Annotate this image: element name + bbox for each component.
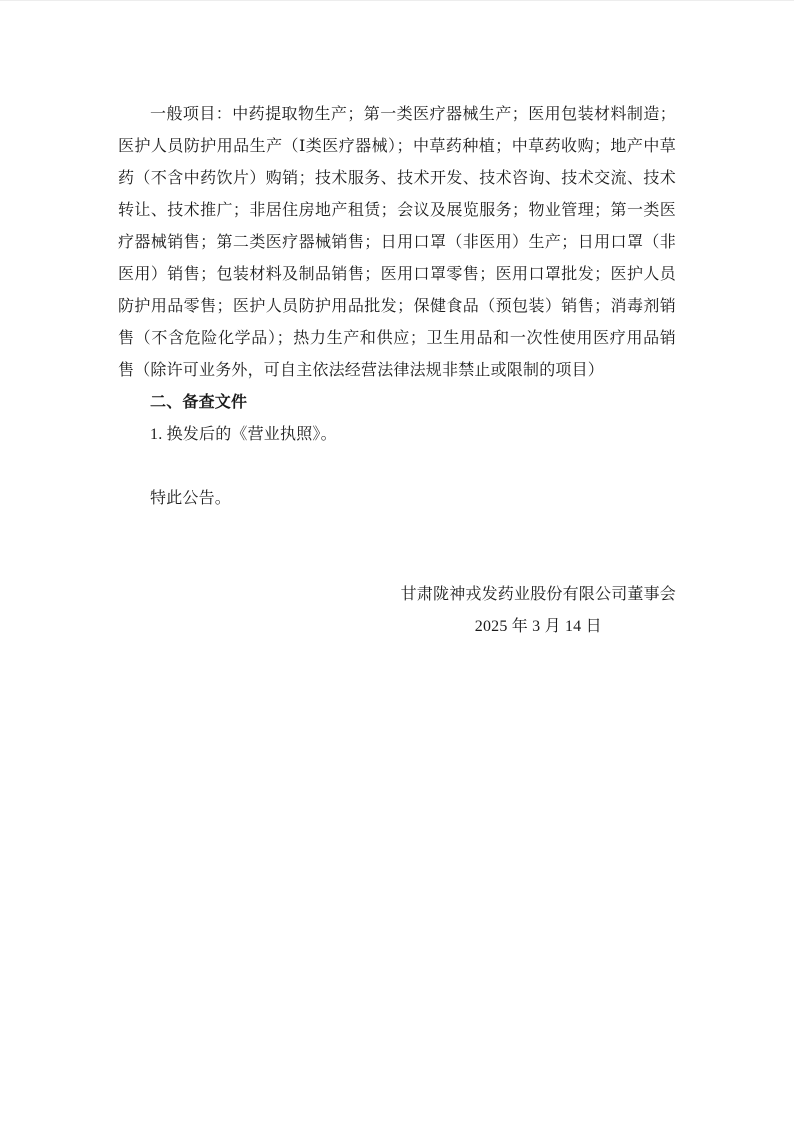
signature-block xyxy=(118,579,676,643)
business-scope-paragraph: 一般项目：中药提取物生产；第一类医疗器械生产；医用包装材料制造；医护人员防护用品生产（Ⅰ类医疗器械）；中草药种植；中草药收购；地产中草药（不含中药饮片）购销；技术服务、技术开发、技术咨询、技术交流、技术转让、技术推广；非居住房地产租赁；会议及展览服务；物业管理；第一类医疗器械销售；第二类医疗器械销售；日用口罩（非医用）生产；日用口罩（非医用）销售；包装材料及制品销售；医用口罩零售；医用口罩批发；医护人员防护用品零售；医护人员防护用品批发；保健食品（预包装）销售；消毒剂销售（不含危险化学品）；热力生产和供应；卫生用品和一次性使用医疗用品销售（除许可业务外，可自主依法经营法律法规非禁止或限制的项目） xyxy=(118,106,676,379)
section-heading-filing-documents: 二、备查文件 xyxy=(150,394,248,411)
announcement-date: 2025 年 3 月 14 日 xyxy=(474,618,602,635)
document-content xyxy=(118,99,676,643)
closing-statement: 特此公告。 xyxy=(150,490,232,507)
filing-document-item-1: 1. 换发后的《营业执照》。 xyxy=(150,426,337,443)
signature-inner xyxy=(401,579,676,643)
company-signature: 甘肃陇神戎发药业股份有限公司董事会 xyxy=(400,586,676,603)
